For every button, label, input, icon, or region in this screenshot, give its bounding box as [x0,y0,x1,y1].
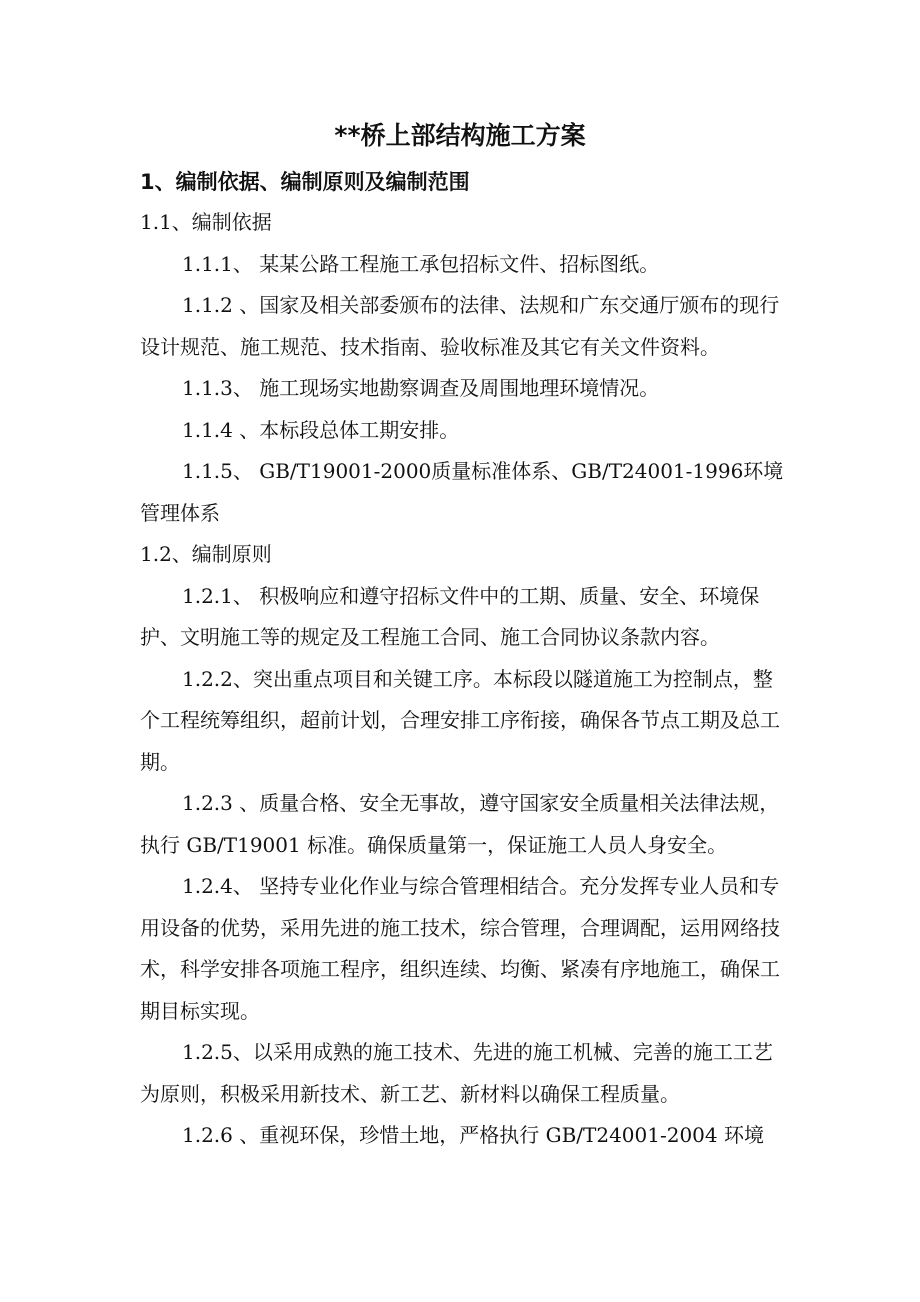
item-1-2-2: 1.2.2、突出重点项目和关键工序。本标段以隧道施工为控制点，整个工程统筹组织，超前计划，合理安排工序衔接，确保各节点工期及总工期。 [140,666,780,774]
document-body [140,202,790,1157]
item-1-1-5: 1.1.5、 GB/T19001-2000质量标准体系、GB/T24001-1996环境管理体系 [140,459,784,525]
item-1-1-3: 1.1.3、 施工现场实地勘察调查及周围地理环境情况。 [182,376,660,400]
item-1-2-3: 1.2.3 、质量合格、安全无事故，遵守国家安全质量相关法律法规，执行 GB/T19001 标准。确保质量第一，保证施工人员人身安全。 [140,791,780,857]
item-1-2-6: 1.2.6 、重视环保，珍惜土地，严格执行 GB/T24001-2004 环境 [182,1123,764,1147]
item-1-2-1: 1.2.1、 积极响应和遵守招标文件中的工期、质量、安全、环境保护、文明施工等的规定及工程施工合同、施工合同协议条款内容。 [140,583,760,649]
subsection-1-2-heading: 1.2、编制原则 [140,542,272,566]
document-title: **桥上部结构施工方案 [334,121,586,150]
item-1-1-1: 1.1.1、 某某公路工程施工承包招标文件、招标图纸。 [182,251,660,276]
section-1-heading: 1、编制依据、编制原则及编制范围 [140,170,470,194]
item-1-1-2: 1.1.2 、国家及相关部委颁布的法律、法规和广东交通厅颁布的现行设计规范、施工规范、技术指南、验收标准及其它有关文件资料。 [140,293,780,359]
item-1-2-5: 1.2.5、以采用成熟的施工技术、先进的施工机械、完善的施工工艺为原则，积极采用新技术、新工艺、新材料以确保工程质量。 [140,1040,773,1106]
item-1-1-4: 1.1.4 、本标段总体工期安排。 [182,417,460,442]
subsection-1-1-heading: 1.1、编制依据 [140,210,272,234]
item-1-2-4: 1.2.4、 坚持专业化作业与综合管理相结合。充分发挥专业人员和专用设备的优势，采用先进的施工技术，综合管理，合理调配，运用网络技术，科学安排各项施工程序，组织连续、均衡、紧凑有序地施工，确保工期目标实现。 [140,874,780,1023]
